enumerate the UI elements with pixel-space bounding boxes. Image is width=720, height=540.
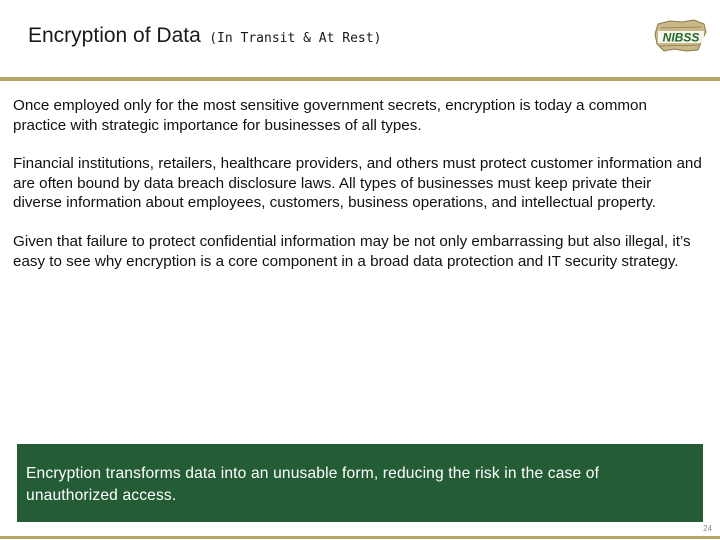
slide-title (28, 24, 381, 48)
callout-text: Encryption transforms data into an unusable form, reducing the risk in the case of unauthorized access. (26, 465, 600, 504)
header-divider (0, 77, 720, 81)
paragraph-3: Given that failure to protect confidential information may be not only embarrassing but also illegal, it’s easy to see why encryption is a core component in a broad data protection and IT security strategy. (13, 232, 691, 270)
paragraph-2: Financial institutions, retailers, healthcare providers, and others must protect customer information and are often bound by data breach disclosure laws. All types of businesses must keep private their diverse information about employees, customers, business operations, and intellectual property. (13, 155, 702, 212)
page-number: 24 (703, 524, 712, 533)
footer-divider (0, 536, 720, 539)
logo-text: NIBSS (662, 30, 700, 45)
title-main: Encryption of Data (28, 24, 201, 47)
title-subtitle: (In Transit & At Rest) (209, 31, 382, 46)
nibss-logo (652, 18, 708, 54)
callout-box (17, 444, 703, 522)
body-text (13, 96, 703, 290)
paragraph-1: Once employed only for the most sensitive government secrets, encryption is today a common practice with strategic importance for businesses of all types. (13, 97, 647, 134)
